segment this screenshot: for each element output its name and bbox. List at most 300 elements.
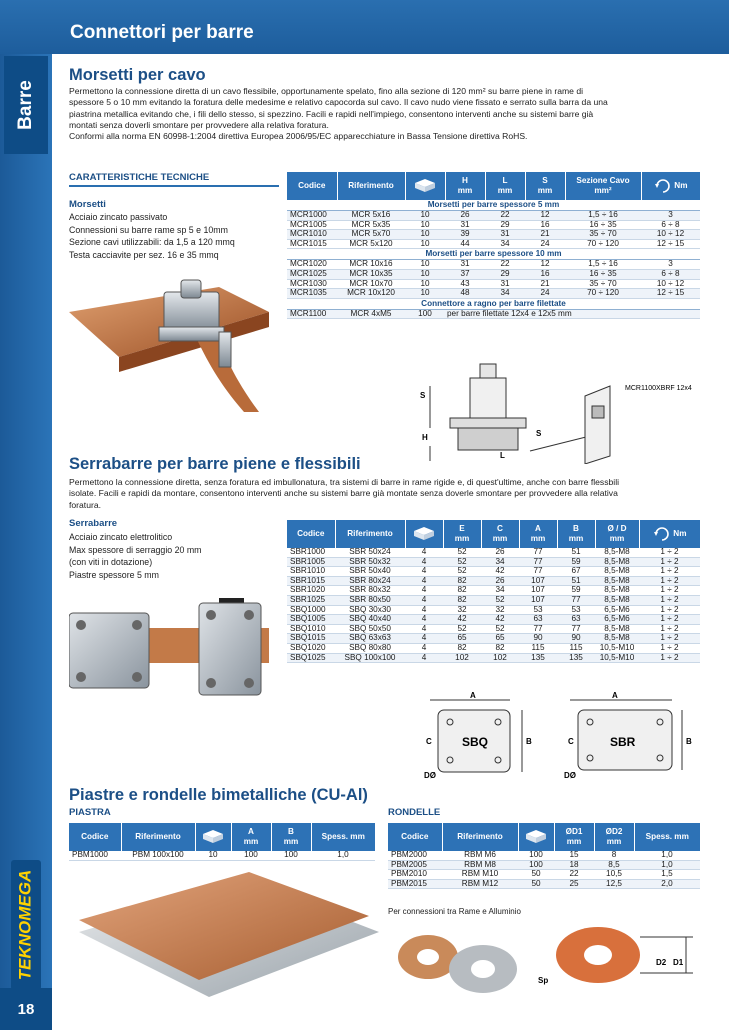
sbr-dim-a: A: [612, 692, 618, 700]
table-cell: 1 ÷ 2: [639, 567, 700, 577]
table-cell: 135: [557, 653, 595, 663]
table-cell: 1 ÷ 2: [639, 548, 700, 557]
table-cell: 25: [554, 879, 594, 889]
table-row: [287, 548, 700, 557]
table-row: [287, 211, 700, 221]
table-cell: MCR1005: [287, 220, 337, 230]
table-cell: 10,5: [594, 870, 634, 880]
table-cell: 4: [405, 605, 443, 615]
table-cell: 6,5-M6: [595, 615, 639, 625]
table-cell: MCR 10x70: [337, 279, 405, 289]
table-cell: 22: [554, 870, 594, 880]
table-cell: 52: [443, 557, 481, 567]
table-cell: 77: [519, 557, 557, 567]
table-cell: 107: [519, 576, 557, 586]
table-cell: 10: [405, 279, 445, 289]
washer-d1: D1: [673, 958, 684, 967]
table-row: [287, 634, 700, 644]
table-cell: SBR 80x50: [335, 595, 405, 605]
table-cell: 34: [481, 586, 519, 596]
table-cell: 34: [485, 289, 525, 299]
table-cell: 67: [557, 567, 595, 577]
table-cell: 29: [485, 269, 525, 279]
table-cell: 6,5-M6: [595, 605, 639, 615]
description-line: montati senza doverli smontare per provvedere alla relativa foratura.: [69, 119, 329, 130]
washer-d2: D2: [656, 958, 667, 967]
table-cell: MCR 5x16: [337, 211, 405, 221]
table-row: [287, 269, 700, 279]
table-cell: SBQ1025: [287, 653, 335, 663]
column-header: Ø / D mm: [595, 520, 639, 548]
table-cell: 65: [443, 634, 481, 644]
table-cell: 10 ÷ 12: [641, 230, 700, 240]
table-cell: 90: [557, 634, 595, 644]
diagram-caption: MCR1100XBRF 12x4: [625, 385, 692, 392]
table-cell: 42: [481, 615, 519, 625]
feature-line: Connessioni su barre rame sp 5 e 10mm: [69, 224, 228, 235]
description-line: isolate. Facili e rapidi da montare, consentono interventi anche su sistemi barre già montate senza doverle smontare per provvedere alla relativa: [69, 488, 618, 499]
table-cell: 10: [405, 211, 445, 221]
table-row: [287, 260, 700, 270]
table-cell: SBQ 50x50: [335, 624, 405, 634]
table-cell: MCR1020: [287, 260, 337, 270]
table-cell: 12 ÷ 15: [641, 289, 700, 299]
table-cell: 4: [405, 624, 443, 634]
serrabarre-diagrams: [410, 692, 700, 784]
table-cell: PBM2005: [388, 860, 442, 870]
description-line: piastrina metallica evitando che, i fili dello stesso, si spezzino. Facili e rapidi nell'impiego, consentono interventi anche su sistemi barre già: [69, 108, 594, 119]
table-cell: 2,0: [634, 879, 700, 889]
morsetti-table: [287, 172, 700, 319]
feature-line: (con viti in dotazione): [69, 557, 153, 568]
column-header: Riferimento: [442, 823, 518, 851]
sbr-dim-c: C: [568, 737, 574, 746]
table-cell: SBR1000: [287, 548, 335, 557]
rondelle-note: Per connessioni tra Rame e Alluminio: [388, 907, 521, 916]
table-cell: 21: [525, 230, 565, 240]
rondelle-table: [388, 823, 700, 889]
table-cell: 31: [445, 260, 485, 270]
column-header: C mm: [481, 520, 519, 548]
column-header: ØD2 mm: [594, 823, 634, 851]
rondelle-photo: [388, 917, 700, 1007]
column-header: Spess. mm: [634, 823, 700, 851]
table-cell: 77: [519, 624, 557, 634]
sidebar-label: Barre: [15, 80, 36, 130]
table-cell: 77: [557, 624, 595, 634]
serrabarre-title: Serrabarre per barre piene e flessibili: [69, 455, 361, 473]
table-cell: 8,5-M8: [595, 595, 639, 605]
table-cell: MCR 5x120: [337, 239, 405, 249]
table-cell: 1 ÷ 2: [639, 643, 700, 653]
table-cell: MCR 10x16: [337, 260, 405, 270]
table-cell: SBQ1015: [287, 634, 335, 644]
table-cell: 8,5-M8: [595, 548, 639, 557]
table-cell: 77: [557, 595, 595, 605]
table-cell: 82: [481, 643, 519, 653]
column-header: A mm: [519, 520, 557, 548]
table-cell: 32: [481, 605, 519, 615]
sbr-dim-d: DØ: [564, 771, 576, 780]
table-cell: MCR1015: [287, 239, 337, 249]
table-cell: SBQ1000: [287, 605, 335, 615]
serrabarre-features: [69, 531, 202, 581]
package-icon: [518, 823, 554, 851]
column-header: Riferimento: [337, 172, 405, 200]
table-cell: 37: [445, 269, 485, 279]
table-cell: RBM M12: [442, 879, 518, 889]
feature-line: Acciaio zincato passivato: [69, 212, 168, 222]
table-cell: SBR1020: [287, 586, 335, 596]
table-cell: 34: [481, 557, 519, 567]
torque-wrench-icon: Nm: [639, 520, 700, 548]
table-cell: 43: [445, 279, 485, 289]
package-icon: [405, 520, 443, 548]
column-header: Codice: [287, 520, 335, 548]
table-cell: 15: [554, 851, 594, 860]
sbq-dim-d: DØ: [424, 771, 436, 780]
table-cell: 31: [485, 279, 525, 289]
table-cell: 4: [405, 595, 443, 605]
column-header: B mm: [271, 823, 311, 851]
feature-line: Acciaio zincato elettrolitico: [69, 532, 173, 542]
table-cell: MCR 4xM5: [337, 309, 405, 319]
table-cell: MCR 5x35: [337, 220, 405, 230]
table-cell: 4: [405, 586, 443, 596]
table-cell: 12: [525, 211, 565, 221]
table-cell: SBR 80x32: [335, 586, 405, 596]
column-header: L mm: [485, 172, 525, 200]
table-row: [388, 879, 700, 889]
table-cell: 31: [445, 220, 485, 230]
table-cell: 115: [557, 643, 595, 653]
table-cell: 1 ÷ 2: [639, 653, 700, 663]
table-cell: SBQ 30x30: [335, 605, 405, 615]
group-title: Morsetti per barre spessore 5 mm: [287, 200, 700, 211]
table-cell: 52: [443, 548, 481, 557]
table-cell: 31: [485, 230, 525, 240]
column-header: B mm: [557, 520, 595, 548]
table-cell: 82: [443, 643, 481, 653]
table-cell: 1,0: [311, 851, 375, 860]
morsetti-photo: [69, 272, 279, 420]
table-cell: 1,5 ÷ 16: [565, 211, 641, 221]
table-cell: 18: [554, 860, 594, 870]
table-cell: 50: [518, 870, 554, 880]
table-cell: 12: [525, 260, 565, 270]
table-cell: MCR1010: [287, 230, 337, 240]
column-header: A mm: [231, 823, 271, 851]
table-cell: 12 ÷ 15: [641, 239, 700, 249]
table-cell: PBM2010: [388, 870, 442, 880]
table-cell: PBM2015: [388, 879, 442, 889]
table-cell: 8,5: [594, 860, 634, 870]
feature-line: Max spessore di serraggio 20 mm: [69, 544, 202, 555]
table-cell: 52: [481, 624, 519, 634]
table-row: [287, 230, 700, 240]
table-row: [287, 279, 700, 289]
sbq-dim-c: C: [426, 737, 432, 746]
table-cell: 53: [519, 605, 557, 615]
table-cell: 59: [557, 586, 595, 596]
table-cell: 26: [481, 576, 519, 586]
sbq-label: SBQ: [462, 735, 489, 749]
washer-sp: Sp: [538, 976, 549, 985]
description-line: spessore 5 o 10 mm evitando la foratura delle medesime e relativo capocorda sul cavo. Il cavo nudo viene fissato e serrato sulla barra da una: [69, 97, 608, 108]
dim-l: L: [500, 451, 505, 460]
table-cell: 8: [594, 851, 634, 860]
table-row: [388, 870, 700, 880]
table-cell: 4: [405, 548, 443, 557]
table-cell: RBM M10: [442, 870, 518, 880]
dim-h: H: [422, 433, 428, 442]
table-cell: 8,5-M8: [595, 576, 639, 586]
table-cell: 16 ÷ 35: [565, 220, 641, 230]
table-cell: MCR 5x70: [337, 230, 405, 240]
table-row: [287, 605, 700, 615]
table-cell: MCR1035: [287, 289, 337, 299]
table-cell: 51: [557, 548, 595, 557]
table-cell: 82: [443, 576, 481, 586]
table-cell: 35 ÷ 70: [565, 230, 641, 240]
table-cell: 10,5-M10: [595, 643, 639, 653]
table-row: [287, 624, 700, 634]
table-cell: 26: [445, 211, 485, 221]
table-cell: 8,5-M8: [595, 624, 639, 634]
table-cell: 4: [405, 557, 443, 567]
table-cell: 10,5-M10: [595, 653, 639, 663]
table-cell: 59: [557, 557, 595, 567]
table-row: [287, 586, 700, 596]
table-row: [287, 653, 700, 663]
table-cell: 100: [405, 309, 445, 319]
table-cell: SBR1015: [287, 576, 335, 586]
table-cell: 24: [525, 239, 565, 249]
table-cell: 10 ÷ 12: [641, 279, 700, 289]
table-cell: 1 ÷ 2: [639, 557, 700, 567]
table-cell: SBR 80x24: [335, 576, 405, 586]
table-row: [287, 643, 700, 653]
column-header: ØD1 mm: [554, 823, 594, 851]
morsetti-title: Morsetti per cavo: [69, 66, 206, 84]
brand-name: TEKNOMEGA: [15, 869, 35, 981]
morsetti-features: [69, 211, 235, 261]
table-cell: 107: [519, 595, 557, 605]
table-cell: 4: [405, 567, 443, 577]
feature-line: Sezione cavi utilizzabili: da 1,5 a 120 mmq: [69, 237, 235, 248]
table-cell: 1 ÷ 2: [639, 595, 700, 605]
sbq-dim-b: B: [526, 737, 532, 746]
description-line: foratura.: [69, 499, 102, 510]
table-cell: 6 ÷ 8: [641, 269, 700, 279]
table-cell: 34: [485, 239, 525, 249]
table-cell: 115: [519, 643, 557, 653]
table-cell: 63: [519, 615, 557, 625]
table-cell: 35 ÷ 70: [565, 279, 641, 289]
feature-line: Testa cacciavite per sez. 16 e 35 mmq: [69, 249, 219, 260]
morsetti-features-subtitle: Morsetti: [69, 199, 106, 210]
table-cell: SBR 50x40: [335, 567, 405, 577]
column-header: E mm: [443, 520, 481, 548]
table-cell: 1 ÷ 2: [639, 576, 700, 586]
group-header-row: [287, 200, 700, 211]
table-cell: 52: [443, 567, 481, 577]
table-cell: PBM 100x100: [121, 851, 195, 860]
table-cell: RBM M6: [442, 851, 518, 860]
table-cell: 52: [443, 624, 481, 634]
table-cell: 53: [557, 605, 595, 615]
table-cell: PBM1000: [69, 851, 121, 860]
table-row: [287, 557, 700, 567]
table-cell: 135: [519, 653, 557, 663]
table-cell: 48: [445, 289, 485, 299]
table-cell: 8,5-M8: [595, 567, 639, 577]
table-cell: 10: [195, 851, 231, 860]
column-header: H mm: [445, 172, 485, 200]
package-icon: [405, 172, 445, 200]
table-cell: 3: [641, 260, 700, 270]
column-header: Riferimento: [335, 520, 405, 548]
table-cell: SBQ1010: [287, 624, 335, 634]
table-cell: 70 ÷ 120: [565, 239, 641, 249]
dim-s: S: [420, 391, 426, 400]
table-cell: 82: [443, 595, 481, 605]
table-cell: SBQ 80x80: [335, 643, 405, 653]
column-header: S mm: [525, 172, 565, 200]
piastre-title: Piastre e rondelle bimetalliche (CU-Al): [69, 786, 368, 804]
table-cell: SBQ 63x63: [335, 634, 405, 644]
table-row: [287, 567, 700, 577]
column-header: Riferimento: [121, 823, 195, 851]
table-cell: 12,5: [594, 879, 634, 889]
group-title: Morsetti per barre spessore 10 mm: [287, 249, 700, 260]
page-number: 18: [0, 988, 52, 1030]
column-header: Codice: [388, 823, 442, 851]
table-cell: SBR 50x24: [335, 548, 405, 557]
table-row: [287, 576, 700, 586]
description-line: Permettono la connessione diretta di un cavo flessibile, opportunamente spelato, fino alla sezione di 120 mm² su barre piene in rame di: [69, 86, 584, 96]
table-cell: 3: [641, 211, 700, 221]
table-cell: SBR1010: [287, 567, 335, 577]
table-cell: SBR1005: [287, 557, 335, 567]
table-cell: SBQ 40x40: [335, 615, 405, 625]
table-row: [388, 851, 700, 860]
table-cell: MCR1025: [287, 269, 337, 279]
table-cell: 100: [518, 851, 554, 860]
table-cell: 1 ÷ 2: [639, 586, 700, 596]
table-cell: RBM M8: [442, 860, 518, 870]
table-cell: PBM2000: [388, 851, 442, 860]
table-cell: 24: [525, 289, 565, 299]
table-cell: 4: [405, 643, 443, 653]
table-cell: 42: [443, 615, 481, 625]
table-row: [388, 860, 700, 870]
table-cell: 1 ÷ 2: [639, 634, 700, 644]
page-title: Connettori per barre: [70, 22, 254, 43]
dim-s2: S: [536, 429, 542, 438]
table-cell: 100: [231, 851, 271, 860]
serrabarre-table: [287, 520, 700, 663]
table-cell: SBQ 100x100: [335, 653, 405, 663]
table-cell: 4: [405, 615, 443, 625]
table-cell: 10: [405, 289, 445, 299]
column-header: Codice: [287, 172, 337, 200]
table-row: [287, 239, 700, 249]
table-cell: 22: [485, 211, 525, 221]
feature-line: Piastre spessore 5 mm: [69, 569, 159, 580]
table-cell: 22: [485, 260, 525, 270]
piastra-table: [69, 823, 375, 861]
table-cell: 51: [557, 576, 595, 586]
table-cell: 29: [485, 220, 525, 230]
table-cell: MCR1100: [287, 309, 337, 319]
table-row: [287, 220, 700, 230]
table-cell: 21: [525, 279, 565, 289]
morsetti-description: [69, 86, 709, 142]
group-header-row: [287, 298, 700, 309]
column-header: Sezione Cavo mm²: [565, 172, 641, 200]
group-title: Connettore a ragno per barre filettate: [287, 298, 700, 309]
table-cell: 1 ÷ 2: [639, 615, 700, 625]
table-cell: 16: [525, 269, 565, 279]
table-cell: 10: [405, 230, 445, 240]
table-cell: 1,5 ÷ 16: [565, 260, 641, 270]
table-cell: 8,5-M8: [595, 634, 639, 644]
package-icon: [195, 823, 231, 851]
table-cell: SBQ1005: [287, 615, 335, 625]
table-cell: 4: [405, 634, 443, 644]
rondelle-title: RONDELLE: [388, 807, 441, 818]
table-row: [287, 615, 700, 625]
serrabarre-photo: [69, 583, 279, 703]
table-cell: 16 ÷ 35: [565, 269, 641, 279]
piastra-title: PIASTRA: [69, 807, 111, 818]
table-cell: 107: [519, 586, 557, 596]
table-cell: 52: [481, 595, 519, 605]
description-line: Permettono la connessione diretta, senza foratura ed imbullonatura, tra sistemi di barre in rame rigide e, di quest'ultime, anche con barre flessbili: [69, 477, 620, 487]
table-cell: SBQ1020: [287, 643, 335, 653]
table-cell: 1 ÷ 2: [639, 605, 700, 615]
morsetti-diagram: [410, 356, 700, 464]
table-cell: 77: [519, 567, 557, 577]
description-line: Conformi alla norma EN 60998-1:2004 direttiva Europea 2006/95/EC apparecchiature in Bassa Tensione direttiva RoHS.: [69, 131, 528, 142]
table-cell: MCR 10x120: [337, 289, 405, 299]
table-cell: 32: [443, 605, 481, 615]
table-cell: 39: [445, 230, 485, 240]
table-cell: 10: [405, 239, 445, 249]
serrabarre-features-subtitle: Serrabarre: [69, 518, 118, 529]
table-cell: 90: [519, 634, 557, 644]
sbq-dim-a: A: [470, 692, 476, 700]
table-cell: 100: [271, 851, 311, 860]
table-cell: 44: [445, 239, 485, 249]
table-cell: 102: [443, 653, 481, 663]
table-cell: 70 ÷ 120: [565, 289, 641, 299]
table-row: [69, 851, 375, 860]
column-header: Spess. mm: [311, 823, 375, 851]
torque-wrench-icon: Nm: [641, 172, 700, 200]
table-cell: MCR1030: [287, 279, 337, 289]
features-title: CARATTERISTICHE TECNICHE: [69, 172, 279, 187]
serrabarre-description: [69, 477, 709, 511]
table-cell: 10: [405, 220, 445, 230]
table-cell: 4: [405, 576, 443, 586]
table-cell: 1 ÷ 2: [639, 624, 700, 634]
table-cell: MCR1000: [287, 211, 337, 221]
table-cell: 6 ÷ 8: [641, 220, 700, 230]
piastra-photo: [69, 872, 381, 1004]
table-cell: 16: [525, 220, 565, 230]
